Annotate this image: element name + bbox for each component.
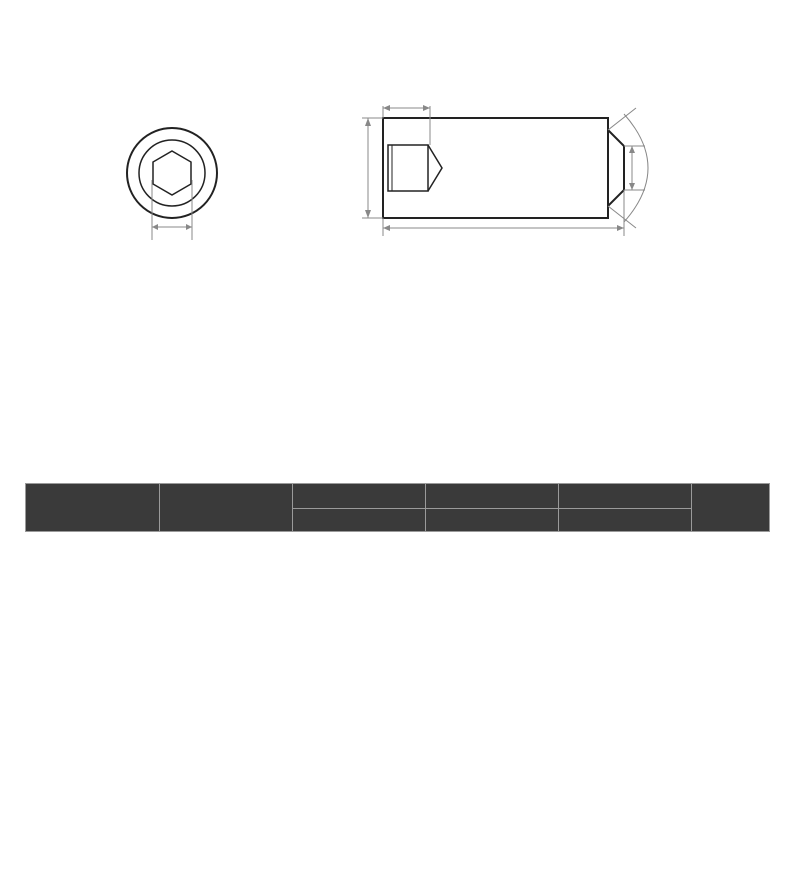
legend-line-2: [0, 327, 790, 349]
side-view: [362, 105, 648, 236]
header-wrench: [692, 484, 770, 532]
header-s: [426, 484, 559, 509]
spec-table: [25, 483, 770, 532]
hex-socket-icon: [153, 151, 191, 195]
header-pitch: [160, 484, 293, 532]
header-max: [426, 509, 559, 532]
header-nominal: [293, 509, 426, 532]
set-screw-diagram: [0, 70, 790, 270]
header-spec: [26, 484, 160, 532]
header-min: [559, 509, 692, 532]
legend-line-1: [0, 292, 790, 314]
end-view: [127, 128, 217, 240]
